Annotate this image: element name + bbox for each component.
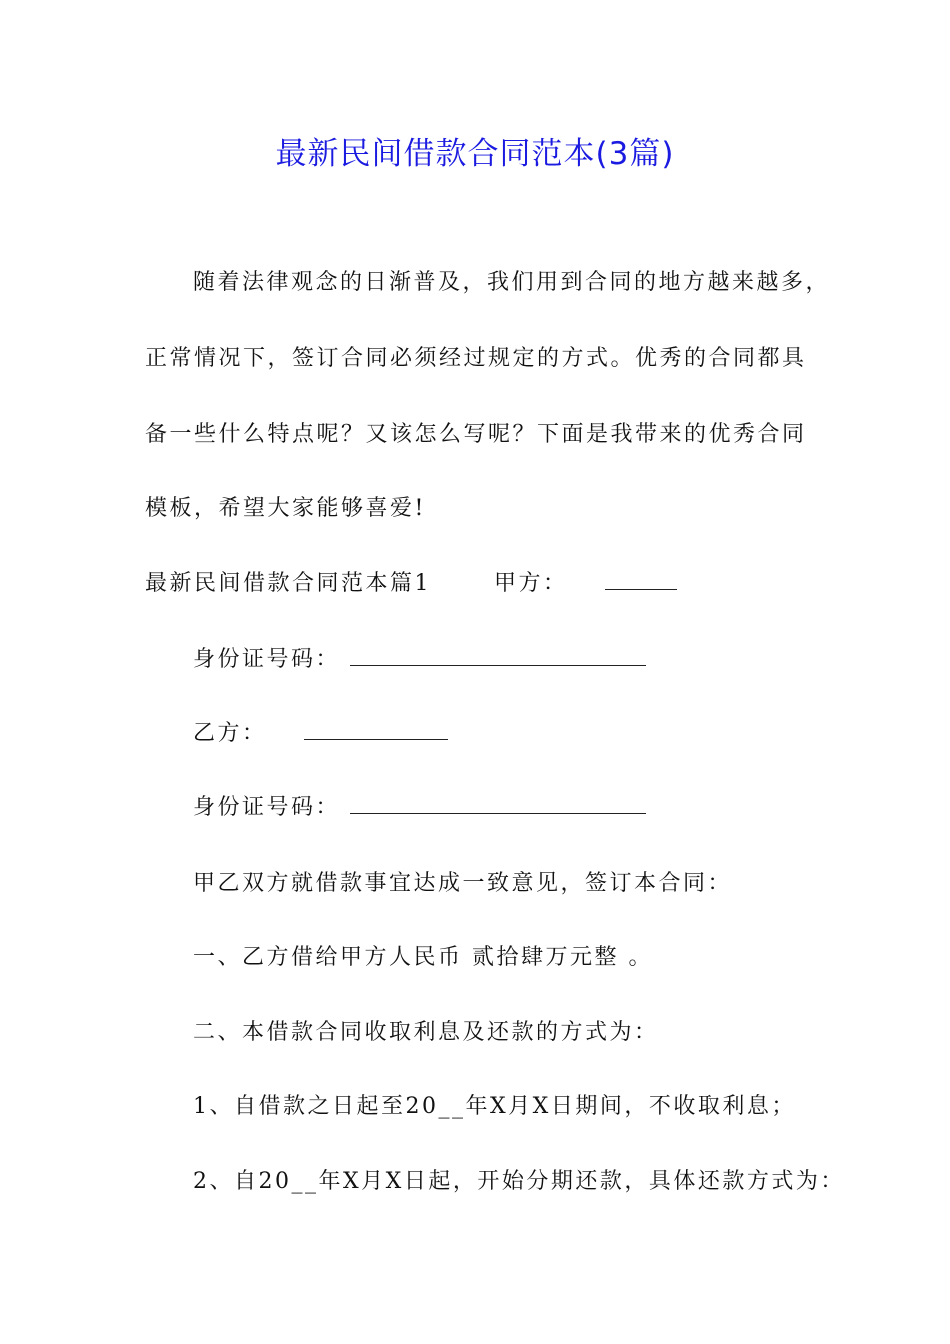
section-heading-row [145, 569, 677, 599]
clause-2-item-2: 2、自20__年X月X日起，开始分期还款，具体还款方式为： [193, 1169, 845, 1194]
clause-2: 二、本借款合同收取利息及还款的方式为： [193, 1020, 659, 1045]
party-b-id-row [193, 793, 646, 823]
document-title: 最新民间借款合同范本(3篇) [275, 136, 675, 172]
agreement-intro: 甲乙双方就借款事宜达成一致意见，签订本合同： [193, 871, 733, 896]
party-b-label: 乙方： [193, 721, 267, 746]
party-b-blank [304, 719, 448, 740]
intro-line-3: 备一些什么特点呢？又该怎么写呢？下面是我带来的优秀合同 [145, 422, 807, 447]
section-heading: 最新民间借款合同范本篇1 [145, 571, 431, 596]
intro-line-2: 正常情况下，签订合同必须经过规定的方式。优秀的合同都具 [145, 346, 807, 371]
party-a-id-label: 身份证号码： [193, 647, 341, 672]
party-a-id-blank [350, 645, 646, 666]
party-a-id-row [193, 645, 646, 675]
party-a-label: 甲方： [494, 571, 568, 596]
intro-line-1: 随着法律观念的日渐普及，我们用到合同的地方越来越多， [193, 270, 831, 295]
party-a-blank [605, 569, 677, 590]
party-b-row [193, 719, 448, 749]
intro-line-4: 模板，希望大家能够喜爱! [145, 496, 426, 521]
party-b-id-blank [350, 793, 646, 814]
clause-2-item-1: 1、自借款之日起至20__年X月X日期间，不收取利息； [193, 1094, 796, 1119]
party-b-id-label: 身份证号码： [193, 795, 341, 820]
clause-1: 一、乙方借给甲方人民币 贰拾肆万元整 。 [193, 945, 653, 970]
